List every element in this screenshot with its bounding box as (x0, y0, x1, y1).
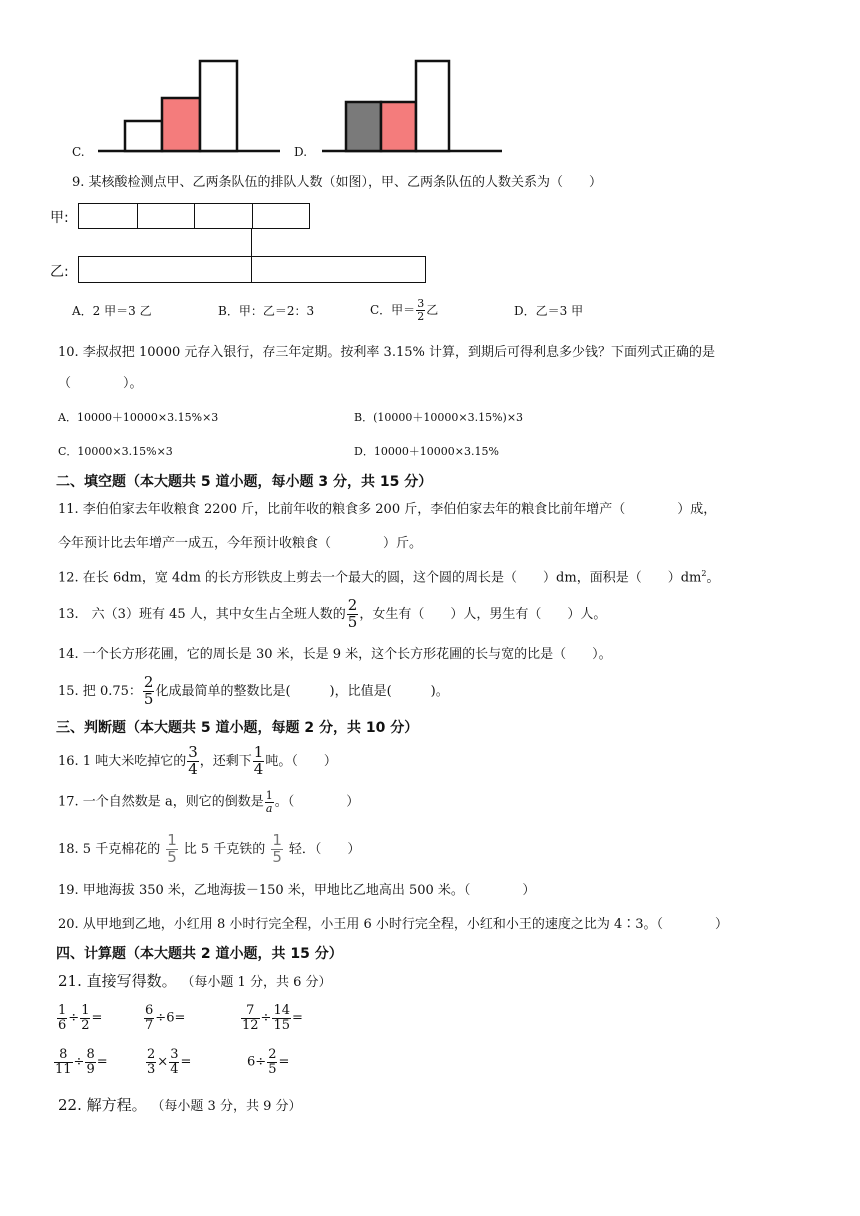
q12-body: 12. 在长 6dm，宽 4dm 的长方形铁皮上剪去一个最大的圆，这个圆的周长是（ ）dm，面积是（ ）dm (58, 570, 702, 586)
section-4-heading: 四、计算题（本大题共 2 道小题，共 15 分） (56, 946, 343, 962)
q18-f2-den: 5 (272, 847, 282, 866)
jia-divider-1 (137, 204, 138, 228)
calc-item-5 (145, 1048, 191, 1076)
q17-post: 。（ ） (274, 794, 360, 810)
q18-text (58, 833, 360, 866)
q13-num: 2 (347, 596, 358, 614)
calc-4-a (54, 1048, 73, 1076)
q16-fraction-2 (253, 745, 265, 778)
q10-option-c[interactable]: C．10000×3.15%×3 (58, 445, 173, 458)
q13-den: 5 (347, 612, 358, 631)
q15-post: 化成最简单的整数比是( )，比值是( )。 (155, 683, 449, 699)
c6-op: ÷ (255, 1054, 267, 1070)
c3-eq: = (292, 1010, 303, 1026)
calc-item-3 (240, 1004, 303, 1032)
q9-connector-line (251, 229, 252, 256)
q16-f2-num: 1 (253, 743, 264, 761)
q9-label-yi: 乙: (50, 264, 69, 280)
q17-num: 1 (265, 789, 273, 802)
c1-b-num: 1 (81, 1003, 90, 1018)
c3-a-num: 7 (241, 1004, 260, 1019)
c1-op: ÷ (68, 1010, 80, 1026)
c4-b-num: 8 (86, 1047, 95, 1062)
section-3-heading: 三、判断题（本大题共 5 道小题，每题 2 分，共 10 分） (56, 720, 419, 736)
c5-op: × (157, 1054, 169, 1070)
calc-item-6 (247, 1048, 289, 1076)
q18-fraction-2 (271, 833, 283, 866)
q16-f1-den: 4 (188, 759, 198, 778)
q11-line2: 今年预计比去年增产一成五，今年预计收粮食（ ）斤。 (58, 536, 423, 551)
calc-3-a (241, 1004, 260, 1032)
d-bar-tall (416, 61, 449, 151)
calc-item-2 (143, 1004, 185, 1032)
q22-note: （每小题 3 分，共 9 分） (151, 1099, 302, 1114)
c3-b-num: 14 (273, 1003, 290, 1018)
q15-pre: 15. 把 0.75： (58, 683, 142, 699)
c4-a-den: 11 (55, 1061, 72, 1077)
c4-eq: = (96, 1054, 108, 1070)
yi-divider (251, 257, 252, 282)
q17-pre: 17. 一个自然数是 a，则它的倒数是 (58, 794, 264, 810)
q16-fraction-1 (187, 745, 199, 778)
q18-post: 轻．（ ） (288, 841, 361, 857)
q21-heading (58, 974, 331, 989)
c2-eq: = (174, 1010, 186, 1026)
q8-option-d-label[interactable]: D. (294, 145, 308, 159)
c5-a-num: 2 (147, 1047, 156, 1062)
c-bar-tall (200, 61, 237, 151)
calc-item-1 (56, 1004, 102, 1032)
q9-c-den: 2 (417, 309, 425, 323)
c-bar-red (162, 98, 200, 151)
q18-f1-num: 1 (167, 831, 177, 849)
q9-yi-bar (78, 256, 426, 283)
q9-stem: 9. 某核酸检测点甲、乙两条队伍的排队人数（如图），甲、乙两条队伍的人数关系为（ ） (72, 175, 603, 190)
calc-4-b (85, 1048, 95, 1076)
c-bar-small (125, 121, 162, 151)
q18-mid: 比 5 千克铁的 (183, 841, 266, 857)
q10-option-b[interactable]: B．(10000＋10000×3.15%)×3 (354, 411, 524, 424)
calc-1-b (80, 1004, 90, 1032)
q16-mid: ，还剩下 (199, 753, 252, 769)
q12-end: 。 (706, 570, 720, 586)
calc-3-b (272, 1004, 291, 1032)
q8-option-c-chart (0, 0, 860, 170)
q18-pre: 18. 5 千克棉花的 (58, 841, 161, 857)
c1-a-num: 1 (58, 1003, 67, 1018)
c6-a-int: 6 (247, 1054, 256, 1070)
calc-1-a (57, 1004, 67, 1032)
q9-option-d[interactable]: D．乙＝3 甲 (514, 304, 584, 318)
c2-b-int: 6 (166, 1010, 175, 1026)
jia-divider-2 (194, 204, 195, 228)
q21-note: （每小题 1 分，共 6 分） (181, 975, 332, 990)
q15-den: 5 (143, 689, 154, 708)
jia-divider-3 (252, 204, 253, 228)
c1-eq: = (91, 1010, 103, 1026)
q17-den: a (265, 801, 273, 815)
calc-item-4 (53, 1048, 108, 1076)
q9-label-jia: 甲: (50, 210, 69, 226)
q10-stem: 10. 李叔叔把 10000 元存入银行，存三年定期。按利率 3.15% 计算，到期后可得利息多少钱？下面列式正确的是 (58, 345, 715, 360)
q16-f2-den: 4 (253, 759, 264, 778)
q15-num: 2 (143, 673, 154, 691)
c6-b-num: 2 (268, 1047, 277, 1062)
q16-f1-num: 3 (188, 743, 198, 761)
q9-option-c-post: 乙 (426, 303, 439, 318)
q16-post: 吨。（ ） (265, 753, 337, 769)
c1-a-den: 6 (58, 1017, 67, 1033)
q13-text (58, 598, 606, 631)
section-2-heading: 二、填空题（本大题共 5 道小题，每小题 3 分，共 15 分） (56, 474, 433, 490)
q8-d-bars (322, 61, 502, 151)
c5-b-num: 3 (170, 1047, 179, 1062)
q9-option-c-fraction (416, 298, 425, 322)
q9-jia-bar (78, 203, 310, 229)
calc-2-a (144, 1004, 154, 1032)
c5-eq: = (180, 1054, 192, 1070)
q8-option-c-label[interactable]: C. (72, 145, 85, 159)
d-bar-gray (346, 102, 381, 151)
c6-b-den: 5 (268, 1061, 277, 1077)
c1-b-den: 2 (81, 1017, 90, 1033)
q9-option-b[interactable]: B．甲：乙＝2：3 (218, 304, 315, 318)
q15-text (58, 675, 449, 708)
c2-a-den: 7 (145, 1017, 154, 1033)
q9-option-c-pre: C．甲＝ (370, 303, 416, 318)
d-bar-red (381, 102, 416, 151)
q10-option-a[interactable]: A．10000＋10000×3.15%×3 (58, 411, 219, 424)
c5-a-den: 3 (147, 1061, 156, 1077)
q16-text (58, 745, 337, 778)
q20-text: 20. 从甲地到乙地，小红用 8 小时行完全程，小王用 6 小时行完全程，小红和小王的速度之比为 4∶3。（ ） (58, 917, 729, 932)
calc-5-a (146, 1048, 156, 1076)
c4-b-den: 9 (86, 1061, 95, 1077)
q18-f1-den: 5 (167, 847, 177, 866)
q16-pre: 16. 1 吨大米吃掉它的 (58, 753, 187, 769)
c5-b-den: 4 (170, 1061, 179, 1077)
q13-fraction (347, 598, 359, 631)
c3-op: ÷ (260, 1010, 272, 1026)
q12-text (58, 570, 719, 584)
q10-blank: （ ）。 (58, 376, 143, 391)
q8-c-bars (98, 61, 280, 151)
q15-fraction (143, 675, 155, 708)
q13-post: ，女生有（ ）人，男生有（ ）人。 (359, 606, 607, 622)
q17-text (58, 790, 359, 814)
c4-op: ÷ (73, 1054, 85, 1070)
q22-title: 22. 解方程。 (58, 1096, 147, 1114)
q13-pre: 13. 六（3）班有 45 人，其中女生占全班人数的 (58, 606, 346, 622)
c2-a-num: 6 (145, 1003, 154, 1018)
c6-eq: = (278, 1054, 290, 1070)
q11-line1: 11. 李伯伯家去年收粮食 2200 斤，比前年收的粮食多 200 斤，李伯伯家去年的粮食比前年增产（ ）成， (58, 502, 717, 517)
q18-fraction-1 (166, 833, 178, 866)
calc-5-b (169, 1048, 179, 1076)
q21-title: 21. 直接写得数。 (58, 972, 177, 990)
q9-c-num: 3 (417, 297, 425, 310)
q14-text: 14. 一个长方形花圃，它的周长是 30 米，长是 9 米，这个长方形花圃的长与宽的比是（ ）。 (58, 647, 612, 662)
c3-a-den: 12 (242, 1017, 259, 1033)
c4-a-num: 8 (54, 1048, 73, 1063)
c2-op: ÷ (155, 1010, 167, 1026)
calc-6-b (267, 1048, 277, 1076)
q10-option-d[interactable]: D．10000＋10000×3.15% (354, 445, 499, 458)
q12-superscript: 2 (701, 569, 707, 578)
q9-option-a[interactable]: A．2 甲＝3 乙 (72, 304, 152, 318)
q22-heading (58, 1098, 301, 1113)
q18-f2-num: 1 (272, 831, 282, 849)
q9-option-c[interactable] (370, 298, 438, 322)
q17-fraction (265, 790, 274, 814)
q19-text: 19. 甲地海拔 350 米，乙地海拔－150 米，甲地比乙地高出 500 米。（ ） (58, 883, 536, 898)
c3-b-den: 15 (273, 1017, 290, 1033)
